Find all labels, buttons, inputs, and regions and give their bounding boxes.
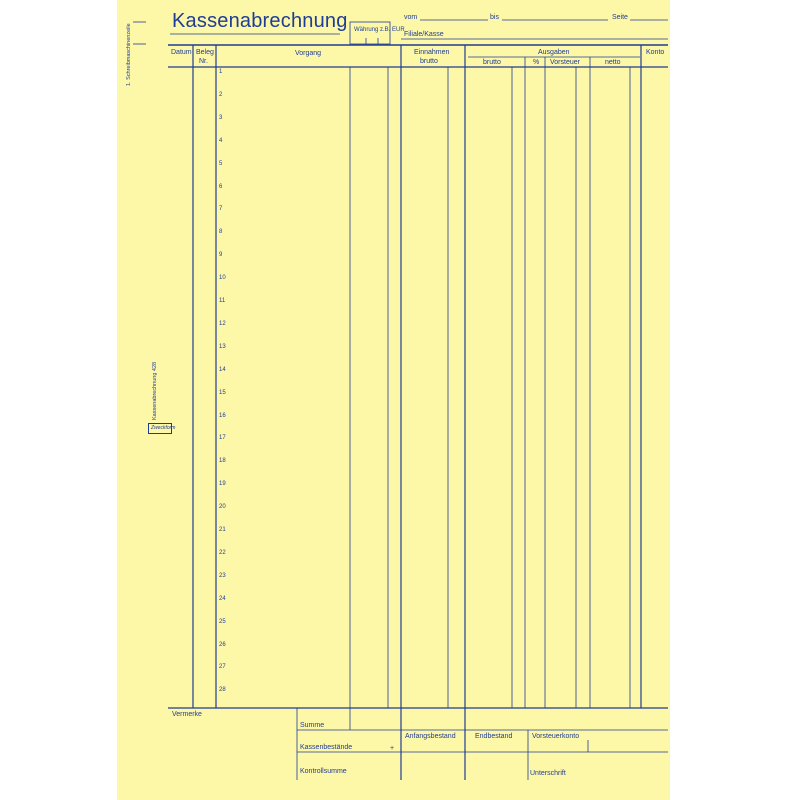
row-number: 28 [219,687,226,694]
currency-box-label: Währung z.B. EUR [354,27,405,33]
row-number: 19 [219,481,226,488]
row-number: 10 [219,275,226,282]
total-label: Summe [300,722,325,729]
opening-balance-label: Anfangsbestand [405,733,456,740]
row-number: 18 [219,458,226,465]
row-number: 8 [219,229,223,236]
column-header-receipt: Beleg [196,49,214,56]
row-number: 3 [219,114,223,121]
row-number: 15 [219,389,226,396]
row-number: 14 [219,366,226,373]
column-header-net: netto [605,59,621,66]
form-name-text: Kassenabrechnung 428 [152,361,158,420]
column-header-receipt-no: Nr. [199,58,208,65]
row-number: 4 [219,137,223,144]
row-number: 21 [219,527,226,533]
plus-sign: + [390,745,395,752]
row-number: 20 [219,504,226,511]
row-number: 16 [219,412,226,419]
brand-text: Zweckform [151,425,176,431]
row-number: 1 [219,69,223,75]
column-header-date: Datum [171,49,192,56]
control-total-label: Kontrollsumme [300,768,347,775]
branch-label: Filiale/Kasse [404,31,444,38]
column-header-expenses-gross: brutto [483,59,501,66]
row-number: 26 [219,641,226,648]
closing-balance-label: Endbestand [475,733,513,740]
cash-balances-label: Kassenbestände [300,744,353,751]
remarks-label: Vermerke [172,711,202,718]
row-number: 27 [219,664,226,671]
column-header-percent: % [533,59,540,66]
column-header-income-gross: brutto [420,58,438,65]
column-header-transaction: Vorgang [295,50,322,57]
brand-logo [148,423,176,434]
column-header-input-tax: Vorsteuer [550,59,580,66]
from-label: vom [404,14,418,21]
input-tax-account-label: Vorsteuerkonto [532,733,580,740]
row-number: 5 [219,160,223,167]
page-label: Seite [612,14,628,21]
row-number: 9 [219,252,223,259]
signature-label: Unterschrift [530,770,566,777]
form-title: Kassenabrechnung [172,10,348,32]
row-number: 23 [219,572,226,579]
row-number: 22 [219,549,226,556]
row-number: 13 [219,343,226,350]
row-number: 7 [219,206,223,213]
column-header-account: Konto [646,49,665,56]
row-number: 12 [219,320,226,327]
row-number: 6 [219,183,223,190]
row-number: 11 [219,298,226,304]
row-number: 24 [219,595,226,602]
currency-box [350,22,390,44]
row-number: 17 [219,435,226,442]
to-label: bis [490,14,499,21]
row-number: 25 [219,618,226,625]
row-number: 2 [219,91,223,98]
column-header-income: Einnahmen [414,49,450,56]
column-header-expenses: Ausgaben [538,49,570,56]
copy-note-text: 1. Schreibmaschinenzeile [126,23,132,86]
